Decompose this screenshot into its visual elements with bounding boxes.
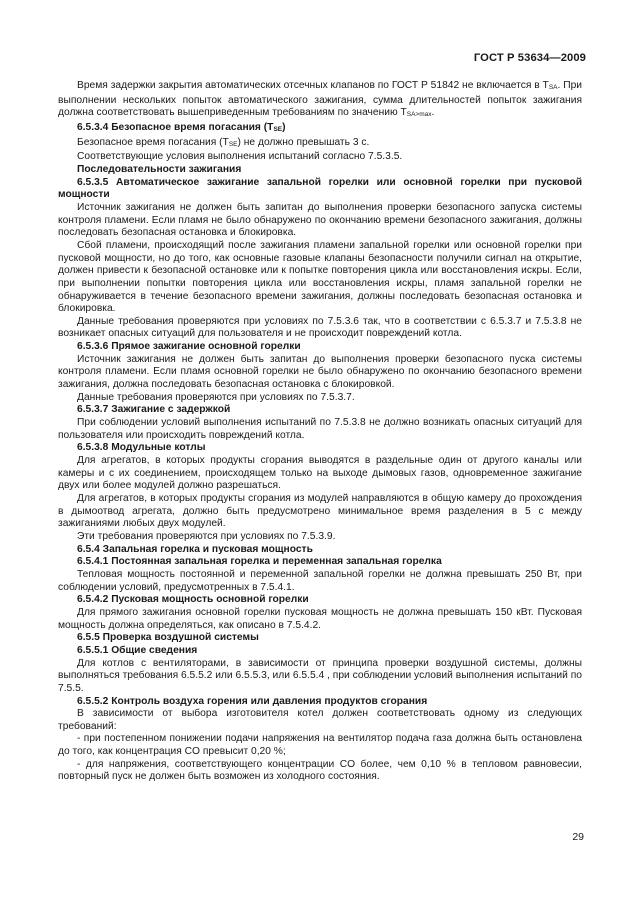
paragraph [58, 137, 582, 152]
text-run: 6.5.3.4 Безопасное время погасания (T [77, 121, 274, 133]
text-run: ) [282, 121, 286, 133]
text-run: 6.5.3.6 Прямое зажигание основной горелки [77, 341, 301, 353]
paragraph [58, 569, 582, 594]
text-run: Безопасное время погасания (T [77, 136, 229, 148]
paragraph [58, 202, 582, 240]
text-run: ) не должно превышать 3 с. [237, 136, 370, 148]
text-run: Сбой пламени, происходящий после зажигания пламени запальной горелки или основной горелки при пусковой мощности, но до того, как основные газовые клапаны безопасности получили сигнал на открытие, должен привести к безопасной остановке или к попытке повторения цикла или восстановления искры. Если, при выполнении попытки повторения цикла или восстановления искры, пламя запальной горелки не обнаруживается в течение безопасного времени зажигания, должны последовать безопасная остановка и блокировка. [58, 239, 582, 315]
paragraph [58, 493, 582, 531]
subscript: SE [273, 125, 283, 133]
section-heading [58, 177, 582, 202]
subscript: SA [548, 84, 558, 91]
text-run: Эти требования проверяются при условиях по 7.5.3.9. [77, 530, 336, 542]
text-run: 6.5.5 Проверка воздушной системы [77, 632, 259, 644]
standard-header: ГОСТ Р 53634—2009 [473, 52, 586, 64]
subscript: SA>max [406, 111, 432, 119]
section-heading [58, 632, 582, 645]
section-heading [58, 556, 582, 569]
text-run: Для агрегатов, в которых продукты сгорания выводятся в раздельные один от другого каналы или камеры и с их соединением, происходящем только на выходе дымовых газов, одновременное зажигание двух или более модулей должно разрешаться. [58, 455, 582, 492]
section-heading [58, 164, 582, 177]
paragraph [58, 531, 582, 544]
text-run: Соответствующие условия выполнения испытаний согласно 7.5.3.5. [77, 151, 403, 163]
section-heading [58, 594, 582, 607]
text-run: 6.5.4.2 Пусковая мощность основной горелки [77, 594, 309, 606]
text-run: . При выполнении нескольких попыток автоматического зажигания, сумма длительностей попыток зажигания должна соответствовать вышеприведенным требованиям по значению T [58, 80, 582, 119]
paragraph [58, 733, 582, 758]
section-heading [58, 404, 582, 417]
text-run: Последовательности зажигания [77, 163, 242, 175]
paragraph [58, 658, 582, 696]
text-run: . [431, 107, 435, 119]
paragraph [58, 240, 582, 316]
text-run: - при постепенном понижении подачи напряжения на вентилятор подача газа должна быть остановлена до того, как концентрация CO превысит 0,20 %; [58, 733, 582, 758]
text-run: Для прямого зажигания основной горелки пусковая мощность не должна превышать 150 кВт. Пусковая мощность должна определяться, как описано в 7.5.4.2. [58, 606, 582, 631]
paragraph [58, 417, 582, 442]
text-run: Для агрегатов, в которых продукты сгорания из модулей направляются в общую камеру до прохождения в дымоотвод агрегата, должно быть предусмотрено минимальное время разделения в 5 с между зажиганиями любых двух модулей. [58, 493, 582, 530]
section-heading [58, 341, 582, 354]
paragraph [58, 151, 582, 164]
paragraph [58, 708, 582, 733]
paragraph [58, 392, 582, 405]
text-run: 6.5.4.1 Постоянная запальная горелка и переменная запальная горелка [77, 556, 442, 568]
document-body [58, 80, 582, 784]
page-number: 29 [572, 831, 584, 843]
subscript: SE [228, 140, 238, 148]
section-heading [58, 442, 582, 455]
text-run: 6.5.3.7 Зажигание с задержкой [77, 404, 231, 416]
text-run: 6.5.3.8 Модульные котлы [77, 442, 206, 454]
paragraph [58, 316, 582, 341]
text-run: Для котлов с вентиляторами, в зависимости от принципа проверки воздушной системы, должны выполняться требования 6.5.5.2 или 6.5.5.3, или 6.5.5.4 , при соблюдении условий выполнения испытаний по 7.5.5. [58, 657, 582, 694]
text-run: 6.5.3.5 Автоматическое зажигание запальной горелки или основной горелки при пусковой мощности [58, 176, 582, 201]
section-heading [58, 645, 582, 658]
text-run: 6.5.4 Запальная горелка и пусковая мощность [77, 543, 313, 555]
paragraph [58, 607, 582, 632]
text-run: 6.5.5.2 Контроль воздуха горения или давления продуктов сгорания [77, 695, 428, 707]
text-run: Время задержки закрытия автоматических отсечных клапанов по ГОСТ Р 51842 не включается в T [77, 80, 549, 91]
text-run: Источник зажигания не должен быть запитан до выполнения проверки безопасного запуска системы контроля пламени. Если пламя не было обнаружено по окончанию времени безопасного зажигания, должны последовать безопасная остановка и блокировка. [58, 201, 582, 239]
paragraph [58, 354, 582, 392]
text-run: Данные требования проверяются при условиях по 7.5.3.6 так, что в соответствии с 6.5.3.7 и 7.5.3.8 не возникает опасных ситуаций для пользователя и не происходит повреждений котла. [58, 315, 582, 340]
text-run: Тепловая мощность постоянной и переменной запальной горелки не должна превышать 250 Вт, при соблюдении условий, предусмотренных в 7.5.4.1. [58, 568, 582, 593]
section-heading [58, 122, 582, 137]
text-run: При соблюдении условий выполнения испытаний по 7.5.3.8 не должно возникать опасных ситуаций для пользователя или происходить повреждений котла. [58, 417, 582, 441]
text-run: В зависимости от выбора изготовителя котел должен соответствовать одному из следующих требований: [58, 708, 582, 732]
paragraph [58, 455, 582, 493]
text-run: 6.5.5.1 Общие сведения [77, 644, 198, 656]
text-run: - для напряжения, соответствующего концентрации CO более, чем 0,10 % в тепловом равновесии, повторный пуск не должен быть возможен из холодного состояния. [58, 758, 582, 783]
text-run: Источник зажигания не должен быть запитан до выполнения проверки безопасного пуска системы контроля пламени. Если пламя основной горелки не было обнаружено по окончанию безопасного времени зажигания, должна последовать безопасная остановка с блокировкой. [58, 353, 582, 391]
section-heading [58, 696, 582, 709]
text-run: Данные требования проверяются при условиях по 7.5.3.7. [77, 391, 355, 403]
paragraph [58, 80, 582, 122]
paragraph [58, 759, 582, 784]
section-heading [58, 544, 582, 557]
